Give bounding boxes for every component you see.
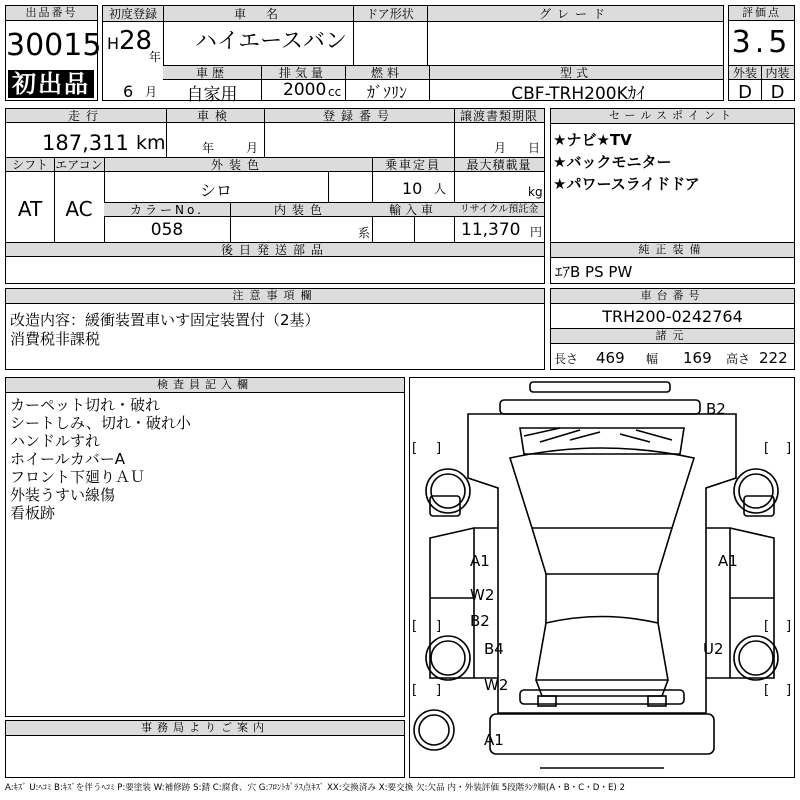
damage-mark-6: B4 — [484, 640, 504, 658]
int-grade: D — [770, 82, 785, 103]
history: 自家用 — [186, 85, 238, 105]
note-line-1: 改造内容：緩衝装置車いす固定装置付（2基） — [10, 311, 320, 329]
length-label: 長さ — [554, 352, 579, 366]
svg-text:]: ] — [436, 619, 442, 634]
first-reg-label: 初度登録 — [108, 7, 157, 21]
capacity: 10 — [402, 179, 423, 198]
inspector-line-2: シートしみ、切れ・破れ小 — [10, 414, 191, 432]
damage-mark-2: A1 — [470, 552, 490, 570]
inspector-line-4: ホイールカバーA — [10, 450, 125, 468]
first-reg-year: 28 — [119, 26, 153, 56]
inspector-line-7: 看板跡 — [10, 504, 56, 522]
inspection-label: 車検 — [196, 109, 233, 123]
import-label: 輸入車 — [388, 203, 437, 217]
svg-text:[: [ — [764, 441, 770, 456]
score-box — [728, 5, 795, 101]
inspector-line-1: カーペット切れ・破れ — [10, 396, 161, 414]
inspector-line-3: ハンドルすれ — [10, 432, 101, 450]
equipment-label: 純正装備 — [551, 243, 794, 258]
damage-mark-7: U2 — [703, 640, 724, 658]
ac-label: エアコン — [55, 158, 103, 172]
height-label: 高さ — [726, 352, 751, 366]
svg-text:]: ] — [786, 683, 792, 698]
fuel: ｶﾞｿﾘﾝ — [366, 83, 407, 102]
exterior-color: シロ — [199, 181, 232, 200]
shift: AT — [17, 197, 43, 221]
inspection-month-unit: 月 — [246, 141, 259, 155]
height: 222 — [759, 349, 788, 367]
color-no: 058 — [150, 220, 184, 240]
color-no-label: カラーNo. — [130, 203, 204, 217]
score-label: 評価点 — [729, 6, 794, 21]
office-label: 事務局よりご案内 — [6, 721, 404, 736]
svg-text:[: [ — [412, 683, 418, 698]
load-label: 最大積載量 — [466, 158, 532, 172]
length: 469 — [596, 349, 625, 367]
door-label: ドア形状 — [366, 7, 414, 21]
sales-points-label: セールスポイント — [551, 109, 794, 124]
reg-no-label: 登録番号 — [322, 109, 395, 123]
dims-label: 諸元 — [551, 329, 794, 344]
width-label: 幅 — [646, 352, 659, 366]
svg-text:]: ] — [786, 441, 792, 456]
inspector-line-6: 外装うすい線傷 — [10, 486, 116, 504]
mileage-unit: km — [136, 132, 166, 154]
chassis-label: 車台番号 — [551, 289, 794, 304]
inspector-line-5: フロント下廻りＡＵ — [10, 468, 146, 486]
lot-number: 30015 — [6, 28, 102, 63]
displacement: 2000 — [283, 80, 327, 100]
year-unit: 年 — [149, 50, 162, 64]
transfer-day-unit: 日 — [528, 141, 541, 155]
office-box — [5, 720, 405, 778]
fuel-label: 燃料 — [370, 66, 403, 80]
ac: AC — [65, 197, 93, 221]
notes-box — [5, 288, 545, 370]
damage-mark-9: A1 — [484, 731, 504, 749]
notes-label: 注意事項欄 — [6, 289, 544, 304]
capacity-label: 乗車定員 — [384, 158, 441, 172]
score: 3.5 — [731, 25, 792, 60]
grade-label: グレード — [538, 7, 611, 21]
inspection-year-unit: 年 — [202, 141, 215, 155]
chassis-number: TRH200-0242764 — [602, 307, 743, 326]
recycle-amount: 11,370 — [461, 220, 521, 240]
svg-text:[: [ — [764, 619, 770, 634]
car-name: ハイエースバン — [195, 29, 348, 54]
lot-number-box — [5, 5, 102, 101]
damage-mark-1: B2 — [706, 400, 726, 418]
mileage-box — [5, 108, 545, 284]
car-diagram — [410, 378, 794, 777]
model-label: 型式 — [559, 66, 592, 80]
svg-text:]: ] — [436, 683, 442, 698]
svg-text:[: [ — [764, 683, 770, 698]
recycle-label: リサイクル預託金 — [459, 204, 539, 215]
recycle-unit: 円 — [530, 225, 543, 239]
mileage: 187,311 — [42, 131, 129, 155]
displacement-label: 排気量 — [278, 66, 327, 80]
width: 169 — [683, 349, 712, 367]
lot-number-label: 出品番号 — [6, 6, 97, 21]
displacement-unit: cc — [328, 85, 342, 99]
vehicle-info-box — [102, 5, 724, 105]
month-unit: 月 — [145, 85, 158, 99]
first-listing-badge: 初出品 — [8, 70, 94, 98]
svg-text:[: [ — [412, 441, 418, 456]
mileage-label: 走行 — [67, 109, 104, 123]
legend: A:ｷｽﾞ U:ﾍｺﾐ B:ｷｽﾞを伴うﾍｺﾐ P:要塗装 W:補修跡 S:錆 C:腐食、穴 G:ﾌﾛﾝﾄｶﾞﾗｽ点ｷｽﾞ XX:交換済み X:要交換 欠:欠品 内・外装評価 5段階ﾗﾝｸ順(A・B・C・D・E) 2 — [5, 783, 625, 793]
svg-text:[: [ — [412, 619, 418, 634]
inspector-label: 検査員記入欄 — [6, 378, 404, 393]
int-color-unit: 系 — [358, 226, 371, 240]
int-color-label: 内装色 — [273, 203, 328, 217]
ext-grade-label: 外装 — [732, 66, 757, 80]
damage-mark-5: B2 — [470, 612, 490, 630]
damage-mark-4: W2 — [470, 586, 495, 604]
sales-point-3: ★パワースライドドア — [553, 175, 700, 193]
era: H — [107, 34, 120, 53]
transfer-month-unit: 月 — [494, 141, 507, 155]
car-name-label: 車 名 — [233, 7, 282, 21]
svg-text:]: ] — [786, 619, 792, 634]
damage-mark-8: W2 — [484, 676, 509, 694]
sales-point-2: ★バックモニター — [553, 153, 672, 171]
shift-label: シフト — [11, 158, 48, 172]
history-label: 車歴 — [195, 66, 228, 80]
int-grade-label: 内装 — [765, 66, 790, 80]
damage-mark-3: A1 — [718, 552, 738, 570]
color-label: 外装色 — [210, 158, 265, 172]
first-reg-month: 6 — [123, 82, 134, 101]
note-line-2: 消費税非課税 — [10, 330, 101, 348]
ext-grade: D — [738, 82, 752, 103]
sales-point-1: ★ナビ★TV — [553, 131, 632, 149]
later-parts-label: 後日発送部品 — [220, 243, 329, 257]
transfer-label: 譲渡書類期限 — [459, 109, 538, 123]
model: CBF-TRH200Kｶｲ — [511, 84, 645, 104]
svg-text:]: ] — [436, 441, 442, 456]
capacity-unit: 人 — [434, 182, 447, 196]
sales-points-box — [550, 108, 795, 284]
inspector-box — [5, 377, 405, 717]
chassis-box — [550, 288, 795, 370]
equipment: ｴｱB PS PW — [555, 263, 633, 281]
car-diagram-box — [409, 377, 795, 778]
load-unit: kg — [528, 185, 543, 199]
